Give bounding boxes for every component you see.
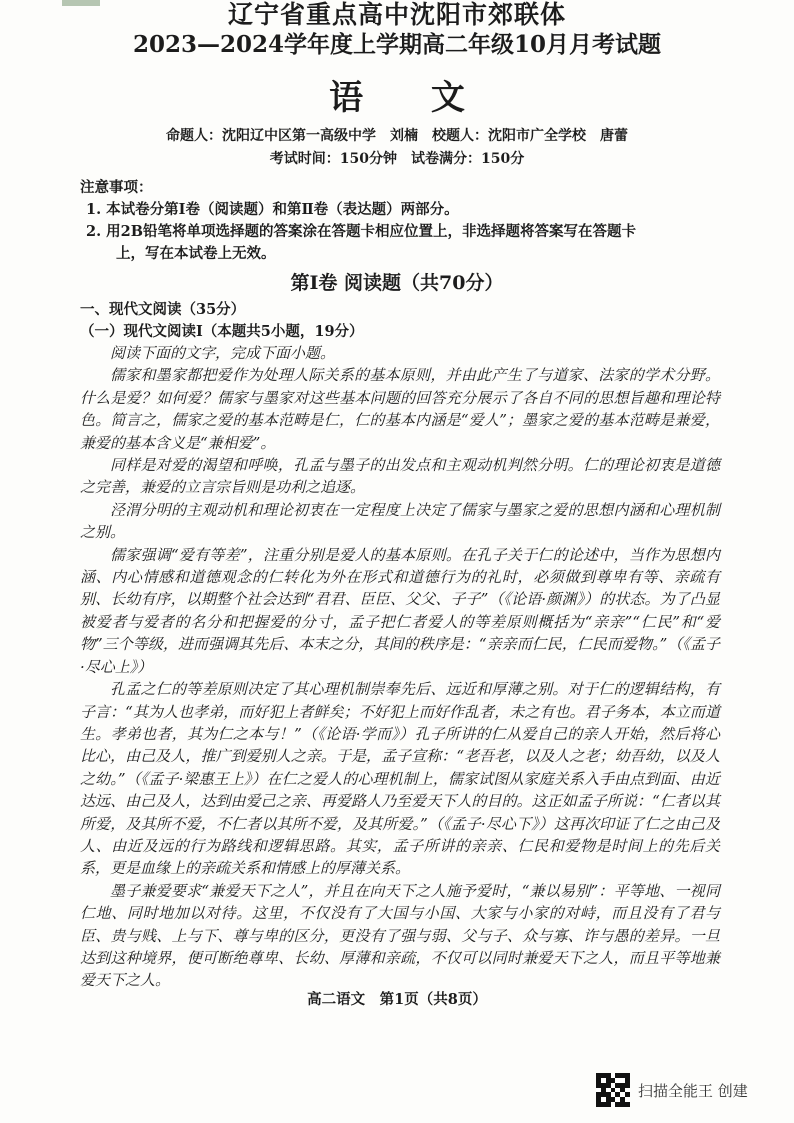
passage-paragraph: 儒家强调“爱有等差”，注重分别是爱人的基本原则。在孔子关于仁的论述中，当作为思想内涵、内心情感和道德观念的仁转化为外在形式和道德行为的礼时，必须做到尊卑有等、亲疏有别、长幼有序，以期整个社会达到“君君、臣臣、父父、子子”（《论语·颜渊》）的状态。为了凸显被爱者与爱者的名分和把握爱的分寸，孟子把仁者爱人的等差原则概括为“亲亲”“仁民”和“爱物”三个等级，进而强调其先后、本末之分，其间的秩序是：“亲亲而仁民，仁民而爱物。”（《孟子·尽心上》） [80, 545, 720, 676]
exam-header-line1: 辽宁省重点高中沈阳市郊联体 [227, 0, 566, 29]
scanner-label: 扫描全能王 创建 [638, 1081, 748, 1100]
notice-item-2-cont: 上，写在本试卷上无效。 [116, 245, 276, 262]
scanner-watermark [596, 1070, 776, 1110]
exam-header-line2: 2023—2024学年度上学期高二年级10月月考试题 [132, 31, 662, 58]
passage-paragraph: 孔孟之仁的等差原则决定了其心理机制崇奉先后、远近和厚薄之别。对于仁的逻辑结构，有子言：“其为人也孝弟，而好犯上者鲜矣；不好犯上而好作乱者，未之有也。君子务本，本立而道生。孝弟也者，其为仁之本与！”（《论语·学而》）孔子所讲的仁从爱自己的亲人开始，然后将心比心，由己及人，推广到爱别人之亲。于是，孟子宣称：“老吾老，以及人之老；幼吾幼，以及人之幼。”（《孟子·梁惠王上》）在仁之爱人的心理机制上，儒家试图从家庭关系入手由点到面、由近达远、由己及人，达到由爱己之亲、再爱路人乃至爱天下人的目的。这正如孟子所说：“仁者以其所爱，及其所不爱，不仁者以其所不爱，及其所爱。”（《孟子·尽心下》）这再次印证了仁之由己及人、由近及远的行为路线和逻辑思路。其实，孟子所讲的亲亲、仁民和爱物是时间上的先后关系，更是血缘上的亲疏关系和情感上的厚薄关系。 [80, 680, 720, 878]
passage-paragraph: 泾渭分明的主观动机和理论初衷在一定程度上决定了儒家与墨家之爱的思想内涵和心理机制之别。 [80, 500, 720, 542]
subpart-heading: （一）现代文阅读Ⅰ（本题共5小题，19分） [80, 323, 364, 340]
notice-title: 注意事项： [80, 179, 153, 196]
part-heading: 一、现代文阅读（35分） [80, 301, 246, 318]
section-title: 第Ⅰ卷 阅读题（共70分） [290, 272, 504, 294]
qr-code-icon [596, 1073, 630, 1107]
authors-line: 命题人：沈阳辽中区第一高级中学 刘楠 校题人：沈阳市广全学校 唐蕾 [166, 128, 628, 144]
passage-paragraph: 同样是对爱的渴望和呼唤，孔孟与墨子的出发点和主观动机判然分明。仁的理论初衷是道德之完善，兼爱的立言宗旨则是功利之追逐。 [80, 456, 720, 497]
passage-paragraph: 阅读下面的文字，完成下面小题。 [110, 344, 336, 362]
passage-paragraph: 儒家和墨家都把爱作为处理人际关系的基本原则，并由此产生了与道家、法家的学术分野。什么是爱？如何爱？儒家与墨家对这些基本问题的回答充分展示了各自不同的思想旨趣和理论特色。简言之，儒家之爱的基本范畴是仁，仁的基本内涵是“爱人”；墨家之爱的基本范畴是兼爱，兼爱的基本含义是“兼相爱”。 [80, 366, 720, 452]
notice-item-1: 1. 本试卷分第Ⅰ卷（阅读题）和第Ⅱ卷（表达题）两部分。 [86, 201, 459, 218]
page-footer: 高二语文 第1页（共8页） [307, 991, 487, 1008]
exam-info-line: 考试时间：150分钟 试卷满分：150分 [269, 151, 525, 167]
subject-title: 语 文 [329, 78, 493, 118]
reading-passage [80, 342, 720, 992]
notice-item-2: 2. 用2B铅笔将单项选择题的答案涂在答题卡相应位置上，非选择题将答案写在答题卡 [86, 223, 637, 240]
passage-paragraph: 墨子兼爱要求“兼爱天下之人”，并且在向天下之人施予爱时，“兼以易别”：平等地、一视同仁地、同时地加以对待。这里，不仅没有了大国与小国、大家与小家的对峙，而且没有了君与臣、贵与贱、上与下、尊与卑的区分，更没有了强与弱、父与子、众与寡、诈与愚的差异。一旦达到这种境界，便可断绝尊卑、长幼、厚薄和亲疏，不仅可以同时兼爱天下之人，而且平等地兼爱天下之人。 [80, 881, 720, 990]
